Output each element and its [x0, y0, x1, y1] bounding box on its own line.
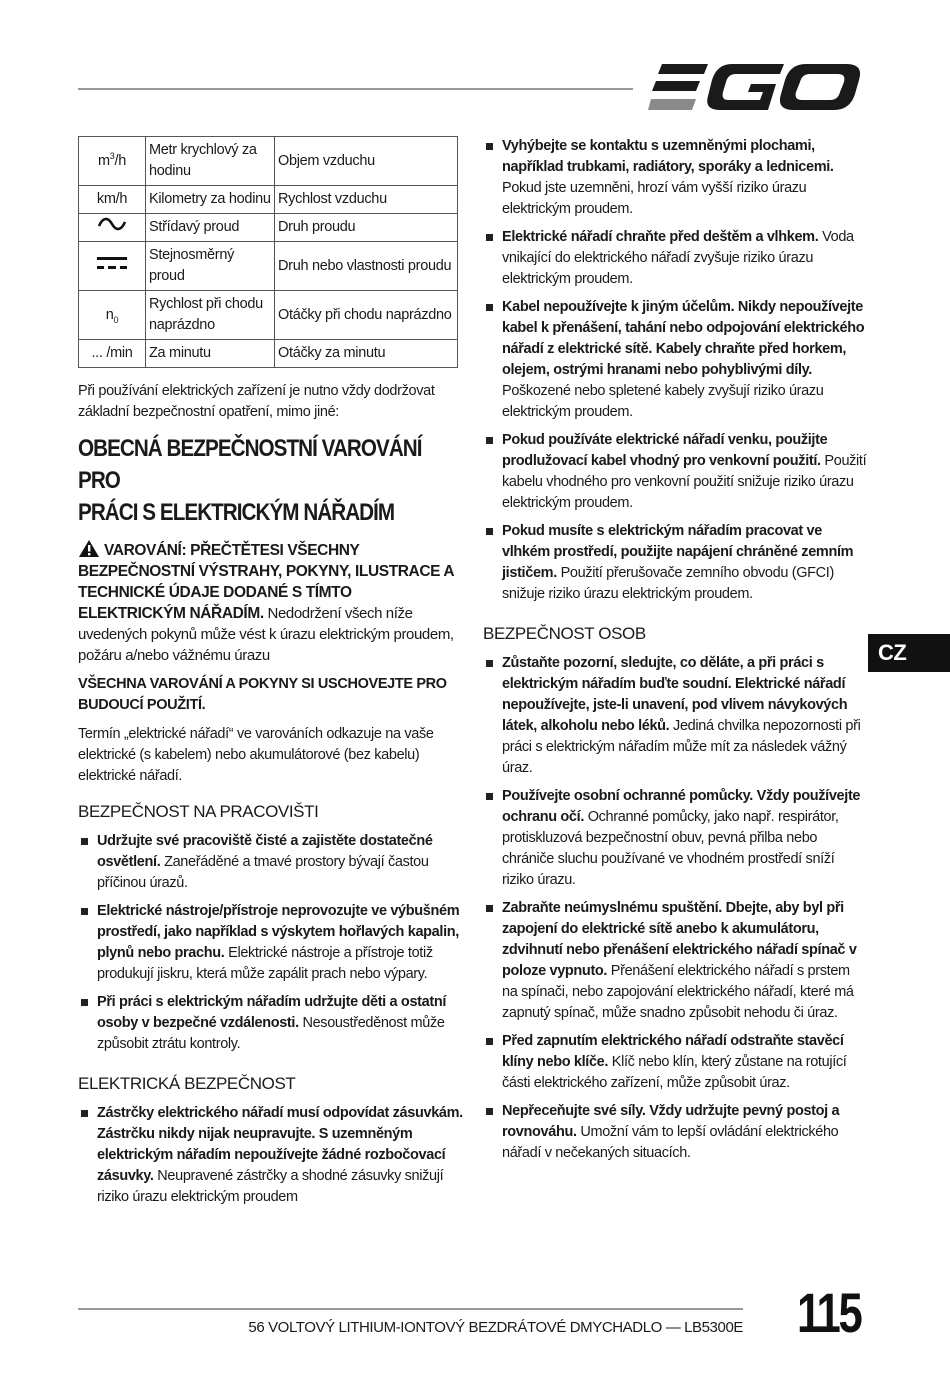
list-item: Zůstaňte pozorní, sledujte, co děláte, a při práci s elektrickým nářadím buďte soudní. Elektrické nářadí nepoužívejte, jste-li unavení, pod vlivem návykových látek, alkoholu nebo léků. Jediná chvilka nepozornosti při práci s elektrickým nářadím může mít za následek vážný úraz. [483, 653, 868, 779]
symbol-cell: ... /min [79, 340, 146, 368]
meaning-cell: Otáčky při chodu naprázdno [275, 291, 458, 340]
symbol-cell: km/h [79, 186, 146, 214]
header-rule [78, 88, 633, 90]
list-item: Vyhýbejte se kontaktu s uzemněnými plochami, například trubkami, radiátory, sporáky a lednicemi. Pokud jste uzemněni, hrozí vám vyšší riziko úrazu elektrickým proudem. [483, 136, 868, 220]
meaning-cell: Druh proudu [275, 214, 458, 242]
table-row [79, 291, 458, 340]
table-row [79, 137, 458, 186]
name-cell: Za minutu [146, 340, 275, 368]
term-note: Termín „elektrické nářadí“ ve varováních odkazuje na vaše elektrické (s kabelem) nebo akumulátorové (bez kabelu) elektrické nářadí. [78, 726, 434, 784]
section-title: BEZPEČNOST OSOB [483, 624, 646, 643]
workplace-safety-list [78, 831, 463, 1055]
list-item: Elektrické nástroje/přístroje neprovozujte ve výbušném prostředí, jako například s výskytem hořlavých kapalin, plynů nebo prachu. Elektrické nástroje a přístroje totiž produkují jiskru, která může zapálit prach nebo výpary. [78, 901, 463, 985]
table-row [79, 186, 458, 214]
list-item: Pokud musíte s elektrickým nářadím pracovat ve vlhkém prostředí, použijte napájení chráněné zemním jističem. Použití přerušovače zemního obvodu (GFCI) snižuje riziko úrazu elektrickým proudem. [483, 521, 868, 605]
personal-safety-list [483, 653, 868, 1164]
warning-block: VAROVÁNÍ: PŘEČTĚTESI VŠECHNY BEZPEČNOSTNÍ VÝSTRAHY, POKYNY, ILUSTRACE A TECHNICKÉ ÚDAJE DODANÉ S TÍMTO ELEKTRICKÝM NÁŘADÍM. Nedodržení všech níže uvedených pokynů může vést k úrazu elektrickým proudem, požáru a/nebo vážnému úrazu [78, 539, 463, 666]
list-item: Zástrčky elektrického nářadí musí odpovídat zásuvkám. Zástrčku nikdy nijak neupravujte. S uzemněným elektrickým nářadím nepoužívejte žádné rozbočovací zásuvky. Neupravené zástrčky a shodné zásuvky snižují riziko úrazu elektrickým proudem [78, 1103, 463, 1208]
list-item: Používejte osobní ochranné pomůcky. Vždy používejte ochranu očí. Ochranné pomůcky, jako např. respirátor, protiskluzová bezpečnostní obuv, pevná přilba nebo chrániče sluchu používané ve vhodném prostředí sníží riziko úrazu. [483, 786, 868, 891]
keep-warnings-note: VŠECHNA VAROVÁNÍ A POKYNY SI USCHOVEJTE PRO BUDOUCÍ POUŽITÍ. [78, 676, 447, 713]
direct-current-icon [96, 255, 128, 271]
name-cell: Rychlost při chodu naprázdno [146, 291, 275, 340]
page-number: 115 [797, 1281, 861, 1344]
table-row [79, 242, 458, 291]
symbol-cell: $n_0$ [79, 291, 146, 340]
list-item: Elektrické nářadí chraňte před deštěm a vlhkem. Voda vnikající do elektrického nářadí zvyšuje riziko úrazu elektrickým proudem. [483, 227, 868, 290]
table-row [79, 340, 458, 368]
name-cell: Kilometry za hodinu [146, 186, 275, 214]
list-item: Při práci s elektrickým nářadím udržujte děti a ostatní osoby v bezpečné vzdálenosti. Nesoustředěnost může způsobit ztrátu kontroly. [78, 992, 463, 1055]
name-cell: Střídavý proud [146, 214, 275, 242]
name-cell: Stejnosměrný proud [146, 242, 275, 291]
symbol-cell: $m^3/h$ [79, 137, 146, 186]
footer-title: 56 VOLTOVÝ LITHIUM-IONTOVÝ BEZDRÁTOVÉ DMYCHADLO — LB5300E [248, 1319, 743, 1336]
electrical-safety-list-continued [483, 136, 868, 605]
footer-rule [78, 1308, 743, 1310]
electrical-safety-list [78, 1103, 463, 1208]
ego-logo [648, 62, 863, 114]
list-item: Udržujte své pracoviště čisté a zajistěte dostatečné osvětlení. Zaneřáděné a tmavé prostory bývají častou příčinou úrazů. [78, 831, 463, 894]
symbols-table [78, 136, 458, 368]
list-item: Pokud používáte elektrické nářadí venku, použijte prodlužovací kabel vhodný pro venkovní použití. Použití kabelu vhodného pro venkovní použití snižuje riziko úrazu elektrickým proudem. [483, 430, 868, 514]
right-column [483, 136, 868, 1171]
intro-text: Při používání elektrických zařízení je nutno vždy dodržovat základní bezpečnostní opatření, mimo jiné: [78, 383, 435, 420]
meaning-cell: Objem vzduchu [275, 137, 458, 186]
table-row [79, 214, 458, 242]
warning-triangle-icon [78, 539, 100, 558]
list-item: Před zapnutím elektrického nářadí odstraňte stavěcí klíny nebo klíče. Klíč nebo klín, který zůstane na rotující části elektrického zařízení, může způsobit úraz. [483, 1031, 868, 1094]
name-cell: Metr krychlový za hodinu [146, 137, 275, 186]
meaning-cell: Druh nebo vlastnosti proudu [275, 242, 458, 291]
list-item: Zabraňte neúmyslnému spuštění. Dbejte, aby byl při zapojení do elektrické sítě anebo k akumulátoru, zdvihnutí nebo přenášení elektrického nářadí spínač v poloze vypnuto. Přenášení elektrického nářadí s prstem na spínači, nebo zapojování elektrického nářadí, které má zapnutý spínač, může snadno způsobit nehodu či úraz. [483, 898, 868, 1024]
meaning-cell: Otáčky za minutu [275, 340, 458, 368]
left-column [78, 136, 463, 1215]
list-item: Nepřeceňujte své síly. Vždy udržujte pevný postoj a rovnováhu. Umožní vám to lepší ovládání elektrického nářadí v nečekaných situacích. [483, 1101, 868, 1164]
section-title: BEZPEČNOST NA PRACOVIŠTI [78, 802, 319, 821]
language-tab: CZ [868, 634, 950, 672]
main-heading: OBECNÁ BEZPEČNOSTNÍ VAROVÁNÍ PRO PRÁCI S ELEKTRICKÝM NÁŘADÍM [78, 435, 422, 526]
section-title: ELEKTRICKÁ BEZPEČNOST [78, 1074, 296, 1093]
alternating-current-icon [97, 217, 127, 231]
list-item: Kabel nepoužívejte k jiným účelům. Nikdy nepoužívejte kabel k přenášení, tahání nebo odpojování elektrického nářadí z elektrické sítě. Kabely chraňte před horkem, olejem, ostrými hranami nebo pohyblivými díly. Poškozené nebo spletené kabely zvyšují riziko úrazu elektrickým proudem. [483, 297, 868, 423]
meaning-cell: Rychlost vzduchu [275, 186, 458, 214]
